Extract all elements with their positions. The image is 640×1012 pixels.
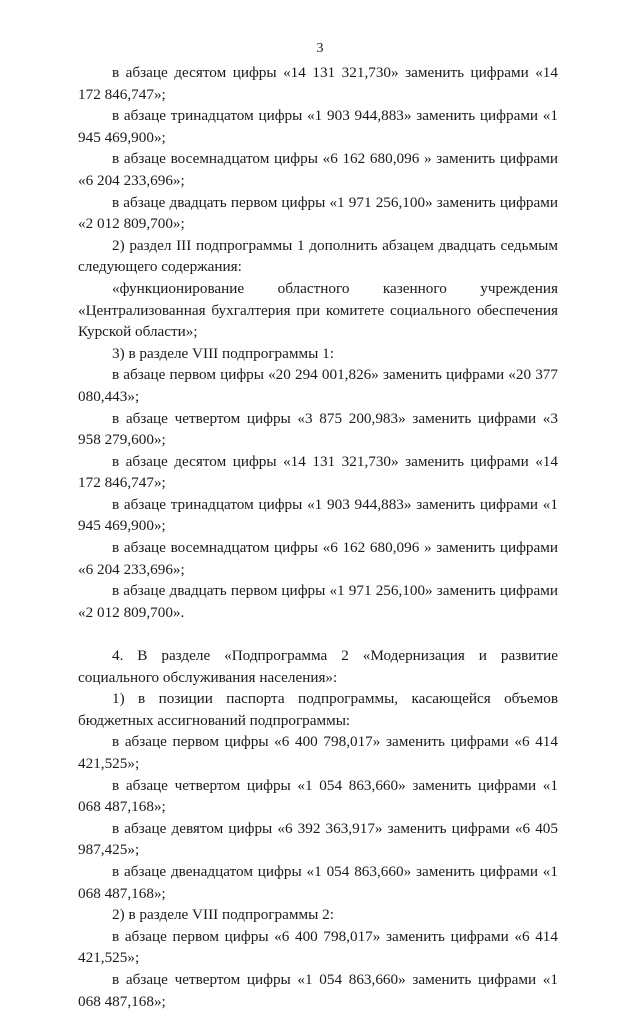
paragraph: в абзаце восемнадцатом цифры «6 162 680,096 » заменить цифрами «6 204 233,696»; (78, 150, 558, 189)
paragraph: 2) раздел III подпрограммы 1 дополнить абзацем двадцать седьмым следующего содержания: (78, 236, 558, 276)
paragraph: 3) в разделе VIII подпрограммы 1: (112, 344, 334, 362)
paragraph: в абзаце тринадцатом цифры «1 903 944,883» заменить цифрами «1 945 469,900»; (78, 107, 558, 146)
paragraph: в абзаце первом цифры «20 294 001,826» заменить цифрами «20 377 080,443»; (78, 366, 558, 405)
paragraph: в абзаце девятом цифры «6 392 363,917» заменить цифрами «6 405 987,425»; (78, 819, 558, 859)
paragraph: в абзаце четвертом цифры «1 054 863,660» заменить цифрами «1 068 487,168»; (78, 776, 558, 816)
page-number: 3 (316, 41, 324, 56)
paragraph: 2) в разделе VIII подпрограммы 2: (112, 906, 334, 924)
paragraph: в абзаце двадцать первом цифры «1 971 256,100» заменить цифрами «2 012 809,700». (78, 582, 558, 621)
paragraph: в абзаце четвертом цифры «3 875 200,983» заменить цифрами «3 958 279,600»; (78, 409, 558, 449)
paragraph: в абзаце тринадцатом цифры «1 903 944,883» заменить цифрами «1 945 469,900»; (78, 495, 558, 535)
paragraph: в абзаце первом цифры «6 400 798,017» заменить цифрами «6 414 421,525»; (78, 927, 558, 967)
paragraph: в абзаце восемнадцатом цифры «6 162 680,096 » заменить цифрами «6 204 233,696»; (78, 539, 558, 578)
paragraph: в абзаце первом цифры «6 400 798,017» заменить цифрами «6 414 421,525»; (78, 733, 558, 772)
paragraph: в абзаце четвертом цифры «1 054 863,660» заменить цифрами «1 068 487,168»; (78, 970, 558, 1010)
paragraph: в абзаце десятом цифры «14 131 321,730» заменить цифрами «14 172 846,747»; (78, 64, 558, 103)
paragraph: в абзаце десятом цифры «14 131 321,730» заменить цифрами «14 172 846,747»; (78, 452, 558, 492)
paragraph: 1) в позиции паспорта подпрограммы, касающейся объемов бюджетных ассигнований подпрограммы: (78, 690, 558, 729)
document-body (78, 62, 558, 1012)
paragraph: «функционирование областного казенного учреждения «Централизованная бухгалтерия при комитете социального обеспечения Курской области»; (78, 279, 558, 341)
section-heading: 4. В разделе «Подпрограмма 2 «Модернизация и развитие социального обслуживания населения»: (78, 647, 558, 686)
paragraph: в абзаце двенадцатом цифры «1 054 863,660» заменить цифрами «1 068 487,168»; (78, 862, 558, 902)
paragraph: в абзаце двадцать первом цифры «1 971 256,100» заменить цифрами «2 012 809,700»; (78, 193, 558, 233)
